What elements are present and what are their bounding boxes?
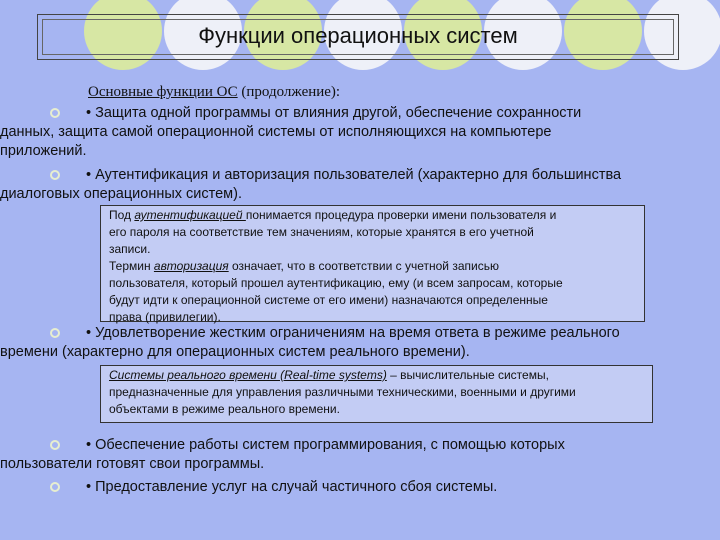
bullet-circle-icon — [50, 440, 60, 450]
title-box — [37, 14, 679, 60]
bullet-circle-icon — [50, 328, 60, 338]
bullet-circle-icon — [50, 170, 60, 180]
section-subheading: Основные функции ОС (продолжение): — [88, 84, 341, 100]
bullet-item: • Обеспечение работы систем программирования, с помощью которых пользователи готовят свои программы. — [0, 437, 565, 472]
slide-title: Функции операционных систем — [198, 23, 518, 48]
bullet-item: • Предоставление услуг на случай частичного сбоя системы. — [50, 478, 714, 497]
bullet-circle-icon — [50, 108, 60, 118]
note-real-time-systems: Системы реального времени (Real-time systems) – вычислительные системы, предназначенные для управления различными техническими, военными и другими объектами в режиме реального времени. — [100, 365, 653, 423]
bullet-item: • Аутентификация и авторизация пользователей (характерно для большинства диалоговых операционных систем). — [0, 167, 622, 202]
bullet-circle-icon — [50, 482, 60, 492]
bullet-item: • Защита одной программы от влияния другой, обеспечение сохранности данных, защита самой операционной системы от исполняющихся на компьютере приложений. — [0, 105, 582, 159]
bullet-item: • Удовлетворение жестким ограничениям на время ответа в режиме реального времени (характерно для операционных систем реального времени). — [0, 325, 620, 360]
note-authentication: Под аутентификацией понимается процедура проверки имени пользователя и его пароля на соответствие тем значениям, которые хранятся в его учетной записи. Термин авторизация означает, что в соответствии с учетной записью пользователя, который прошел аутентификацию, ему (и всем запросам, которые будут идти к операционной системе от его имени) назначаются определенные права (привилегии). — [100, 205, 645, 322]
